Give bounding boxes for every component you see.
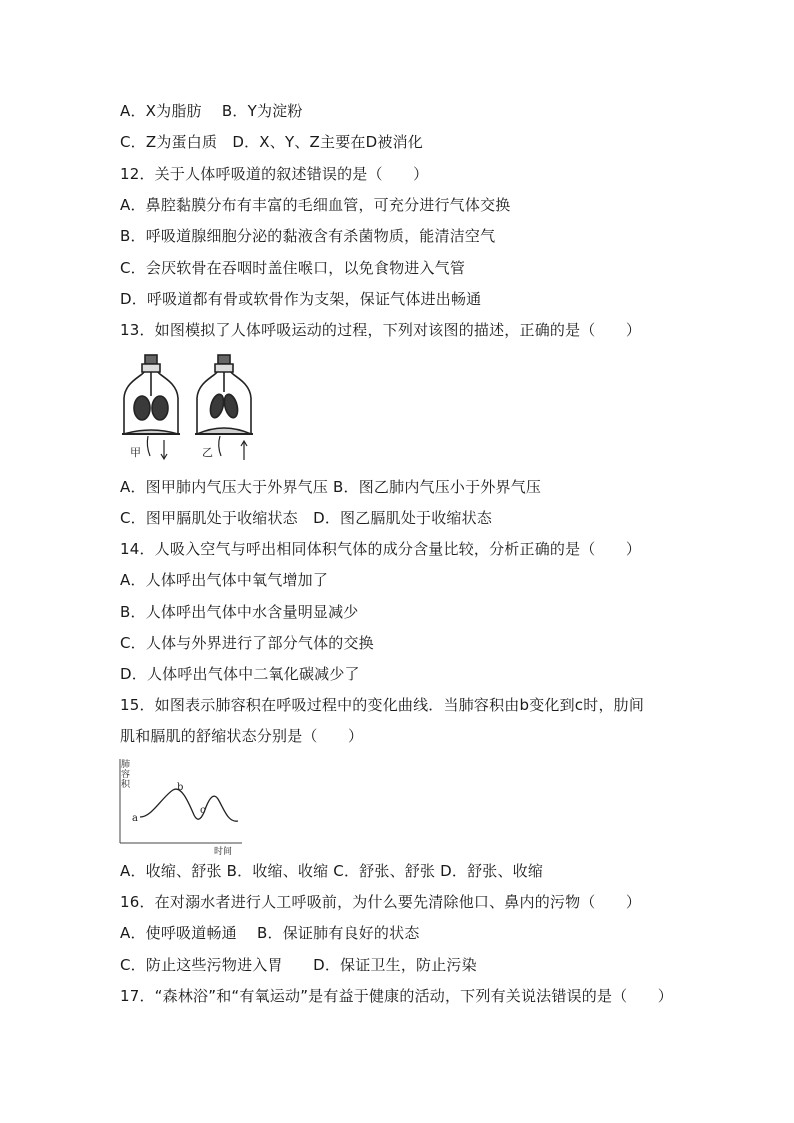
point-a-label: a [132, 813, 138, 824]
q15-options: A．收缩、舒张 B．收缩、收缩 C．舒张、舒张 D．舒张、收缩 [120, 862, 544, 880]
q13-options-cd: C．图甲膈肌处于收缩状态 D．图乙膈肌处于收缩状态 [120, 509, 493, 527]
q14-option-b: B．人体呼出气体中水含量明显减少 [120, 603, 359, 621]
q11-options-cd: C．Z为蛋白质 D．X、Y、Z主要在D被消化 [120, 133, 423, 151]
q12-option-a: A．鼻腔黏膜分布有丰富的毛细血管，可充分进行气体交换 [120, 196, 511, 214]
q14-stem: 14．人吸入空气与呼出相同体积气体的成分含量比较，分析正确的是（ ） [120, 540, 642, 558]
bell-jar-figure [120, 352, 258, 464]
bell-jar-left [122, 355, 180, 459]
q13-stem: 13．如图模拟了人体呼吸运动的过程，下列对该图的描述，正确的是（ ） [120, 321, 642, 339]
q13-options-ab: A．图甲肺内气压大于外界气压 B．图乙肺内气压小于外界气压 [120, 478, 542, 496]
lung-volume-figure [118, 757, 248, 855]
q17-stem: 17．“森林浴”和“有氧运动”是有益于健康的活动，下列有关说法错误的是（ ） [120, 987, 673, 1005]
q12-stem: 12．关于人体呼吸道的叙述错误的是（ ） [120, 165, 429, 183]
label-yi: 乙 [202, 446, 213, 459]
q16-options-ab: A．使呼吸道畅通 B．保证肺有良好的状态 [120, 924, 420, 942]
q12-option-c: C．会厌软骨在吞咽时盖住喉口，以免食物进入气管 [120, 259, 466, 277]
q16-stem: 16．在对溺水者进行人工呼吸前，为什么要先清除他口、鼻内的污物（ ） [120, 893, 642, 911]
q15-stem-1: 15．如图表示肺容积在呼吸过程中的变化曲线．当肺容积由b变化到c时，肋间 [120, 696, 645, 714]
q12-option-b: B．呼吸道腺细胞分泌的黏液含有杀菌物质，能清洁空气 [120, 227, 496, 245]
q15-stem-2: 肌和膈肌的舒缩状态分别是（ ） [120, 727, 364, 745]
q12-option-d: D．呼吸道都有骨或软骨作为支架，保证气体进出畅通 [120, 290, 482, 308]
q14-option-c: C．人体与外界进行了部分气体的交换 [120, 634, 374, 652]
ylabel-ji: 积 [121, 780, 131, 790]
point-c-label: c [200, 805, 206, 816]
ylabel-fei: 肺 [121, 760, 131, 770]
point-b-label: b [177, 782, 184, 793]
q14-option-a: A．人体呼出气体中氧气增加了 [120, 571, 329, 589]
xlabel-time: 时间 [214, 847, 233, 855]
q11-options-ab: A．X为脂肪 B．Y为淀粉 [120, 102, 303, 120]
ylabel-rong: 容 [121, 770, 131, 780]
bell-jar-right [195, 355, 253, 460]
q16-options-cd: C．防止这些污物进入胃 D．保证卫生，防止污染 [120, 956, 477, 974]
label-jia: 甲 [130, 446, 141, 459]
q14-option-d: D．人体呼出气体中二氧化碳减少了 [120, 665, 360, 683]
lung-volume-curve [140, 789, 238, 821]
